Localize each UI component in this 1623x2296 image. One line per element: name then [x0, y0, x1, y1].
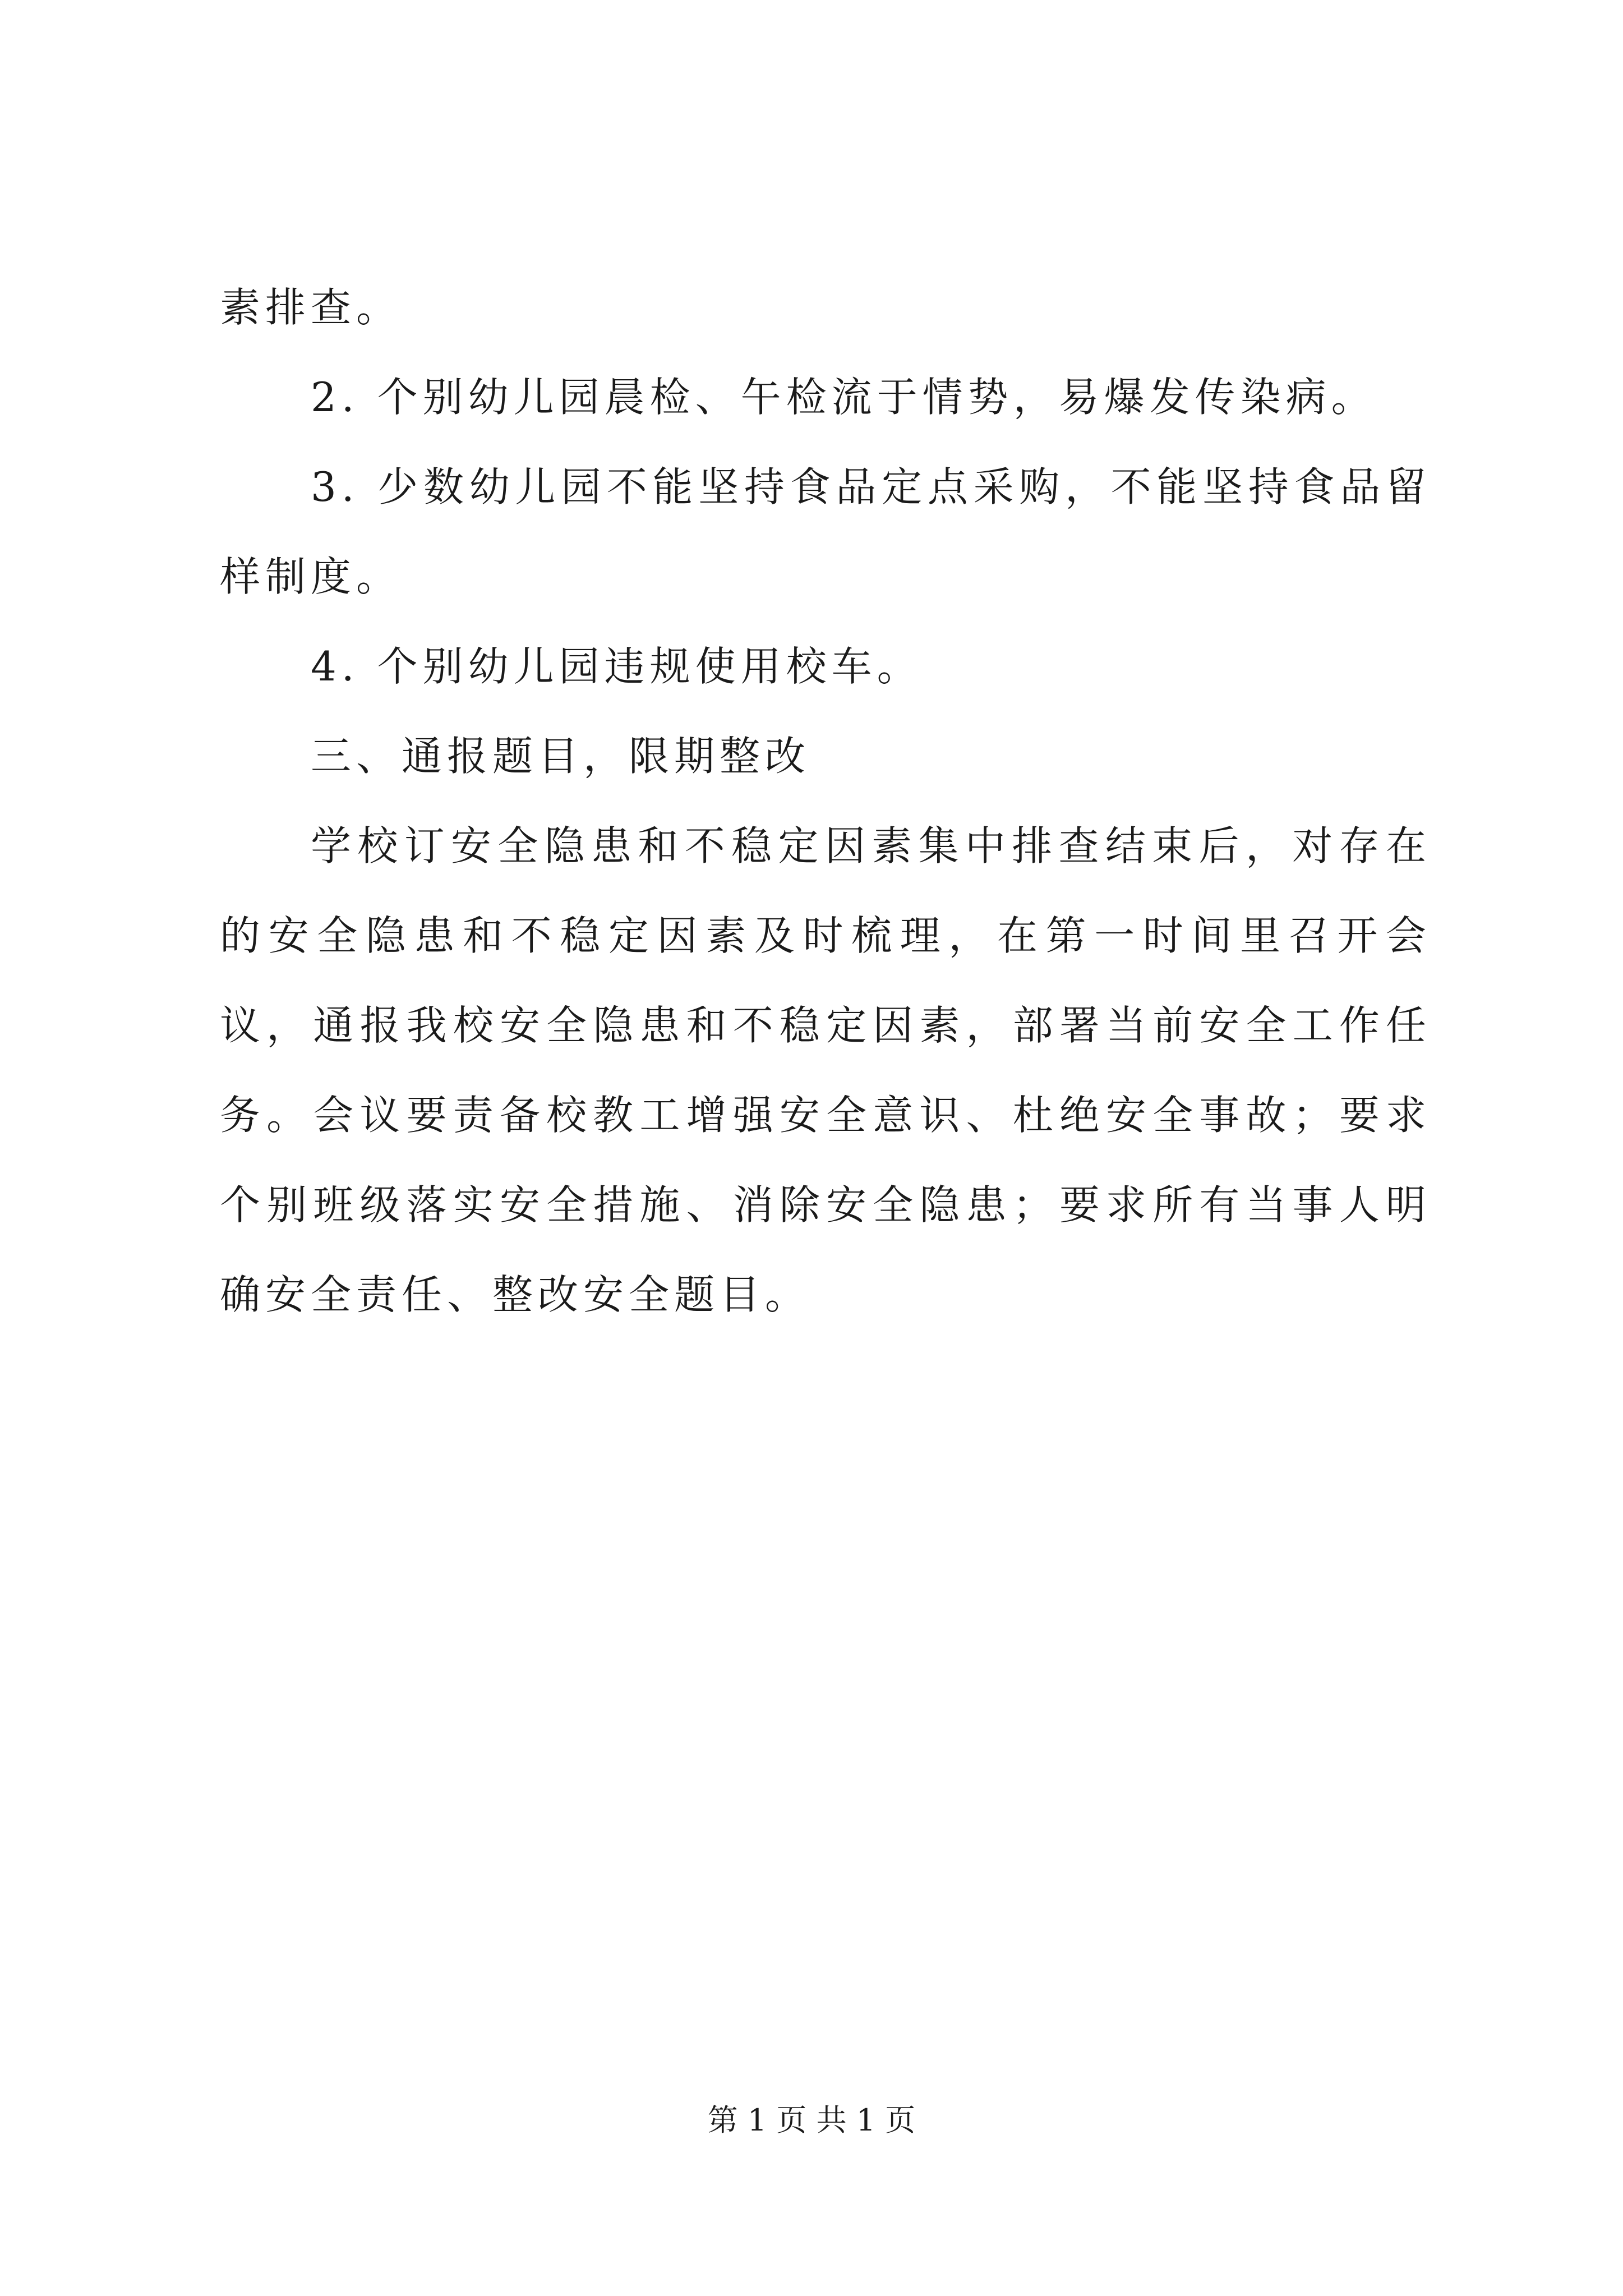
paragraph-item-3: 3. 少数幼儿园不能坚持食品定点采购，不能坚持食品留样制度。	[220, 463, 1431, 600]
paragraph-continuation: 素排查。	[220, 284, 402, 331]
section-heading: 三、通报题目，限期整改	[311, 733, 811, 780]
page-footer: 第 1 页 共 1 页	[707, 2102, 916, 2138]
document-body	[220, 263, 1431, 1340]
paragraph-item-4: 4. 个别幼儿园违规使用校车。	[311, 643, 923, 690]
paragraph-body: 学校订安全隐患和不稳定因素集中排查结束后，对存在的安全隐患和不稳定因素及时梳理，在第一时间里召开会议，通报我校安全隐患和不稳定因素，部署当前安全工作任务。会议要责备校教工增强安全意识、杜绝安全事故；要求个别班级落实安全措施、消除安全隐患；要求所有当事人明确安全责任、整改安全题目。	[220, 822, 1431, 1318]
paragraph-item-2: 2. 个别幼儿园晨检、午检流于情势，易爆发传染病。	[311, 374, 1377, 421]
